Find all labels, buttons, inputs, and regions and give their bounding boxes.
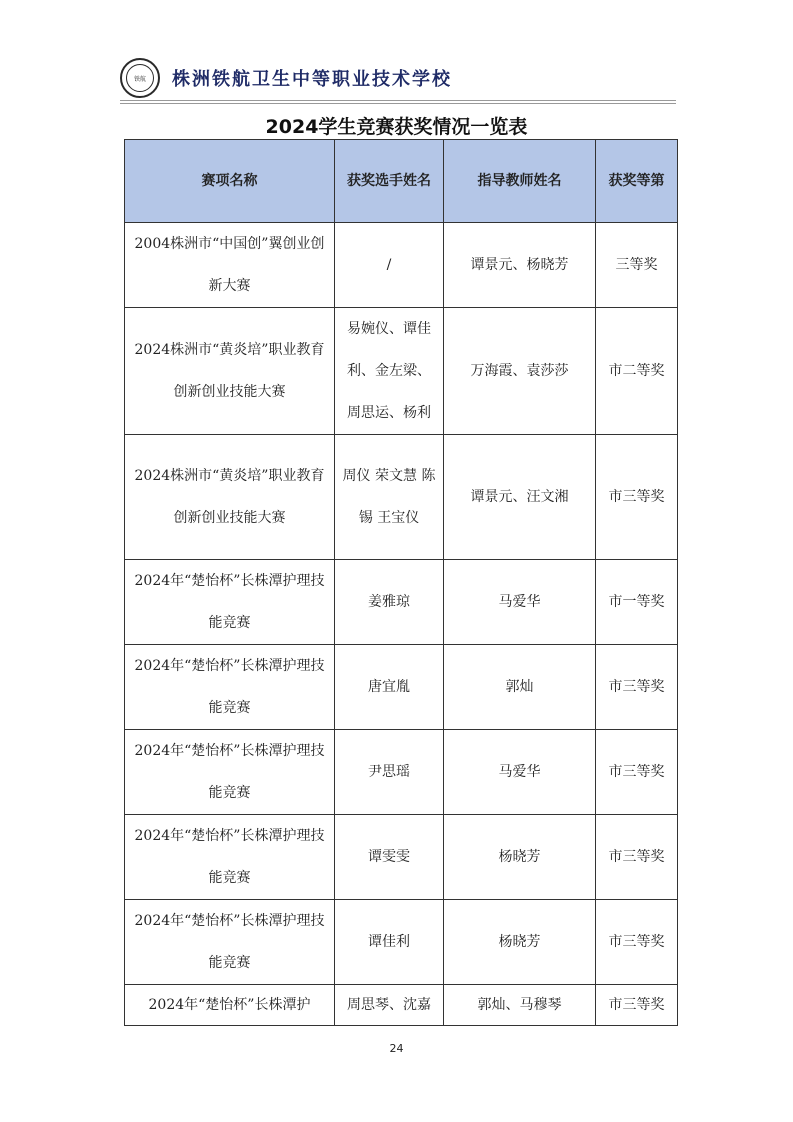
cell-teacher: 谭景元、汪文湘: [444, 435, 596, 560]
table-row: [125, 308, 678, 435]
cell-teacher: 万海霞、袁莎莎: [444, 308, 596, 435]
table-row: [125, 730, 678, 815]
cell-event: 2024年“楚怡杯”长株潭护理技能竞赛: [125, 900, 335, 985]
table-row: [125, 900, 678, 985]
logo-text: 铁航: [126, 64, 154, 92]
cell-award: 市一等奖: [596, 560, 678, 645]
table-header-row: [125, 140, 678, 223]
cell-teacher: 谭景元、杨晓芳: [444, 223, 596, 308]
cell-teacher: 马爱华: [444, 560, 596, 645]
cell-winner: 谭雯雯: [335, 815, 444, 900]
table-row: [125, 645, 678, 730]
cell-event: 2024年“楚怡杯”长株潭护理技能竞赛: [125, 730, 335, 815]
school-logo-icon: [120, 58, 160, 98]
cell-teacher: 杨晓芳: [444, 900, 596, 985]
column-header-winner: 获奖选手姓名: [335, 140, 444, 223]
awards-table: [124, 139, 678, 1026]
column-header-teacher: 指导教师姓名: [444, 140, 596, 223]
cell-award: 市三等奖: [596, 645, 678, 730]
cell-award: 市三等奖: [596, 815, 678, 900]
cell-event: 2004株洲市“中国创”翼创业创新大赛: [125, 223, 335, 308]
cell-event: 2024年“楚怡杯”长株潭护理技能竞赛: [125, 560, 335, 645]
column-header-award: 获奖等第: [596, 140, 678, 223]
cell-event: 2024年“楚怡杯”长株潭护理技能竞赛: [125, 645, 335, 730]
cell-winner: 唐宜胤: [335, 645, 444, 730]
header-divider: [120, 100, 676, 101]
cell-winner: 尹思瑶: [335, 730, 444, 815]
table-row: [125, 223, 678, 308]
cell-winner: 姜雅琼: [335, 560, 444, 645]
cell-winner: 谭佳利: [335, 900, 444, 985]
school-name: 株洲铁航卫生中等职业技术学校: [172, 69, 452, 90]
table-row: [125, 435, 678, 560]
cell-teacher: 郭灿、马穆琴: [444, 985, 596, 1026]
column-header-event: 赛项名称: [125, 140, 335, 223]
cell-event: 2024株洲市“黄炎培”职业教育创新创业技能大赛: [125, 308, 335, 435]
cell-award: 三等奖: [596, 223, 678, 308]
cell-award: 市二等奖: [596, 308, 678, 435]
cell-winner: /: [335, 223, 444, 308]
cell-teacher: 郭灿: [444, 645, 596, 730]
cell-event: 2024年“楚怡杯”长株潭护: [125, 985, 335, 1026]
cell-event: 2024年“楚怡杯”长株潭护理技能竞赛: [125, 815, 335, 900]
table-row: [125, 815, 678, 900]
table-row: [125, 560, 678, 645]
cell-award: 市三等奖: [596, 900, 678, 985]
cell-winner: 易婉仪、谭佳利、金左梁、周思运、杨利: [335, 308, 444, 435]
document-title: 2024学生竞赛获奖情况一览表: [265, 116, 528, 138]
cell-award: 市三等奖: [596, 435, 678, 560]
cell-winner: 周仪 荣文慧 陈锡 王宝仪: [335, 435, 444, 560]
cell-award: 市三等奖: [596, 730, 678, 815]
cell-teacher: 马爱华: [444, 730, 596, 815]
page-number: 24: [389, 1042, 404, 1055]
cell-winner: 周思琴、沈嘉: [335, 985, 444, 1026]
page-header: [120, 56, 452, 100]
cell-award: 市三等奖: [596, 985, 678, 1026]
cell-event: 2024株洲市“黄炎培”职业教育创新创业技能大赛: [125, 435, 335, 560]
header-divider-2: [120, 103, 676, 104]
table-row: [125, 985, 678, 1026]
cell-teacher: 杨晓芳: [444, 815, 596, 900]
